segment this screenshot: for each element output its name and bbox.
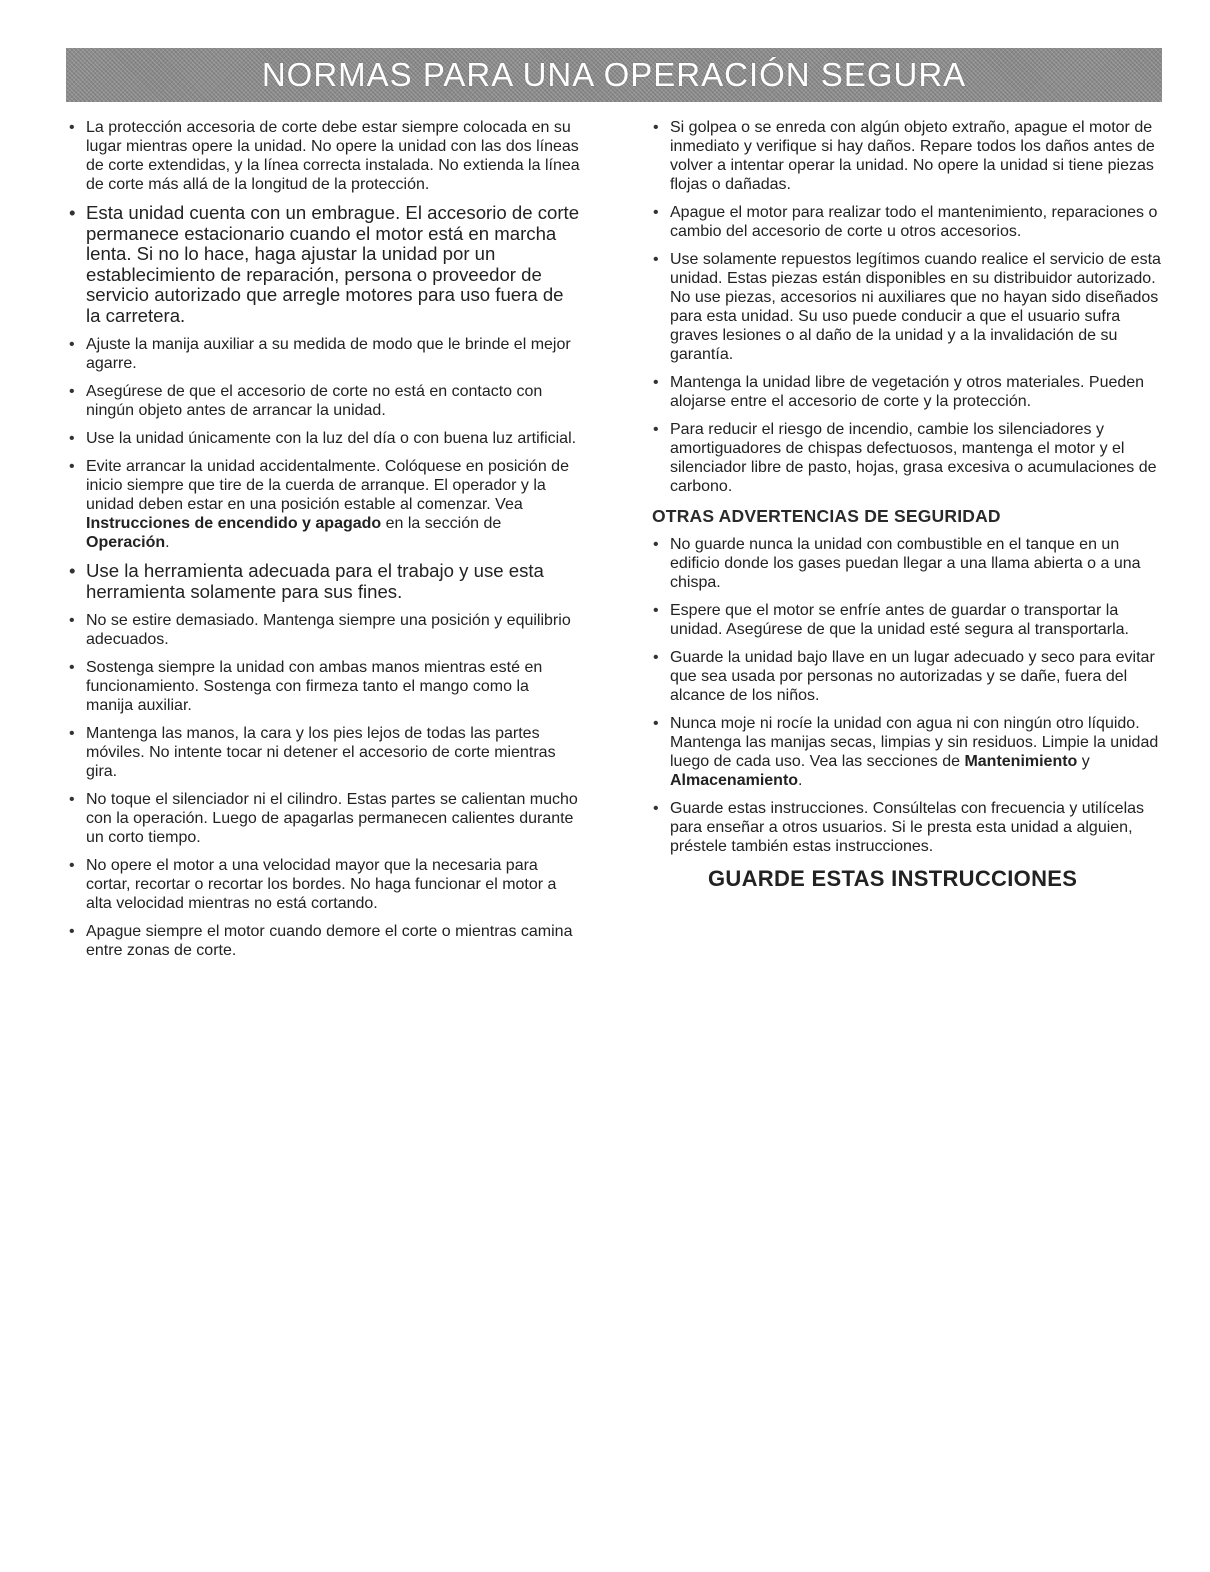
other-warnings-list bbox=[650, 535, 1162, 856]
list-item: • Espere que el motor se enfríe antes de guardar o transportar la unidad. Asegúrese de que la unidad esté segura al transportarla. bbox=[650, 601, 1162, 639]
closing-statement: GUARDE ESTAS INSTRUCCIONES bbox=[708, 866, 1078, 891]
list-item-text: . bbox=[165, 534, 170, 551]
bold-reference: Mantenimiento bbox=[964, 753, 1078, 770]
left-column bbox=[66, 118, 580, 969]
list-item: • Ajuste la manija auxiliar a su medida de modo que le brinde el mejor agarre. bbox=[66, 335, 580, 373]
list-item: • Mantenga las manos, la cara y los pies lejos de todas las partes móviles. No intente tocar ni detener el accesorio de corte mientras gira. bbox=[66, 724, 580, 781]
list-item: • Para reducir el riesgo de incendio, cambie los silenciadores y amortiguadores de chispas defectuosos, mantenga el motor y el silenciador libre de pasto, hojas, grasa excesiva o acumulaciones de carbono. bbox=[650, 420, 1162, 496]
bold-reference: Almacenamiento bbox=[670, 772, 799, 789]
list-item: • Use la herramienta adecuada para el trabajo y use esta herramienta solamente para sus fines. bbox=[66, 561, 580, 602]
list-item: • Sostenga siempre la unidad con ambas manos mientras esté en funcionamiento. Sostenga con firmeza tanto el mango como la manija auxiliar. bbox=[66, 658, 580, 715]
list-item bbox=[66, 457, 580, 552]
list-item: • Use solamente repuestos legítimos cuando realice el servicio de esta unidad. Estas piezas están disponibles en su distribuidor autorizado. No use piezas, accesorios ni auxiliares que no hayan sido diseñados para esta unidad. Su uso puede conducir a que el usuario sufra graves lesiones o al daño de la unidad y a la invalidación de su garantía. bbox=[650, 250, 1162, 364]
left-bullet-list bbox=[66, 118, 580, 960]
list-item: • Apague el motor para realizar todo el mantenimiento, reparaciones o cambio del accesorio de corte u otros accesorios. bbox=[650, 203, 1162, 241]
list-item: • Esta unidad cuenta con un embrague. El accesorio de corte permanece estacionario cuando el motor está en marcha lenta. Si no lo hace, haga ajustar la unidad por un establecimiento de reparación, persona o proveedor de servicio autorizado que arregle motores para uso fuera de la carretera. bbox=[66, 203, 580, 326]
right-bullet-list bbox=[650, 118, 1162, 496]
right-column bbox=[650, 118, 1162, 892]
list-item-text: Evite arrancar la unidad accidentalmente. Colóquese en posición de inicio siempre que tire de la cuerda de arranque. El operador y la unidad deben estar en una posición estable al comenzar. Vea bbox=[86, 458, 569, 513]
list-item-text: en la sección de bbox=[381, 515, 502, 532]
list-item: • Apague siempre el motor cuando demore el corte o mientras camina entre zonas de corte. bbox=[66, 922, 580, 960]
list-item: • La protección accesoria de corte debe estar siempre colocada en su lugar mientras opere la unidad. No opere la unidad con las dos líneas de corte extendidas, y la línea correcta instalada. No extienda la línea de corte más allá de la longitud de la protección. bbox=[66, 118, 580, 194]
list-item-text: . bbox=[798, 772, 803, 789]
page-title: NORMAS PARA UNA OPERACIÓN SEGURA bbox=[261, 56, 967, 93]
list-item-text: y bbox=[1077, 753, 1090, 770]
list-item: • Si golpea o se enreda con algún objeto extraño, apague el motor de inmediato y verifique si hay daños. Repare todos los daños antes de volver a intentar operar la unidad. No opere la unidad si tiene piezas flojas o dañadas. bbox=[650, 118, 1162, 194]
list-item: • No toque el silenciador ni el cilindro. Estas partes se calientan mucho con la operación. Luego de apagarlas permanecen calientes durante un corto tiempo. bbox=[66, 790, 580, 847]
list-item: • Guarde estas instrucciones. Consúltelas con frecuencia y utilícelas para enseñar a otros usuarios. Si le presta esta unidad a alguien, préstele también estas instrucciones. bbox=[650, 799, 1162, 856]
bold-reference: Operación bbox=[86, 534, 166, 551]
list-item: • Mantenga la unidad libre de vegetación y otros materiales. Pueden alojarse entre el accesorio de corte y la protección. bbox=[650, 373, 1162, 411]
list-item: • No guarde nunca la unidad con combustible en el tanque en un edificio donde los gases puedan llegar a una llama abierta o a una chispa. bbox=[650, 535, 1162, 592]
title-banner bbox=[66, 48, 1162, 102]
list-item-text: Nunca moje ni rocíe la unidad con agua ni con ningún otro líquido. Mantenga las manijas secas, limpias y sin residuos. Limpie la unidad luego de cada uso. Vea las secciones de bbox=[670, 715, 1159, 770]
other-warnings-heading: OTRAS ADVERTENCIAS DE SEGURIDAD bbox=[652, 506, 1001, 526]
list-item: • Use la unidad únicamente con la luz del día o con buena luz artificial. bbox=[66, 429, 580, 448]
list-item: • Asegúrese de que el accesorio de corte no está en contacto con ningún objeto antes de arrancar la unidad. bbox=[66, 382, 580, 420]
bold-reference: Instrucciones de encendido y apagado bbox=[86, 515, 382, 532]
list-item bbox=[650, 714, 1162, 790]
list-item: • Guarde la unidad bajo llave en un lugar adecuado y seco para evitar que sea usada por personas no autorizadas y se dañe, fuera del alcance de los niños. bbox=[650, 648, 1162, 705]
list-item: • No opere el motor a una velocidad mayor que la necesaria para cortar, recortar o recortar los bordes. No haga funcionar el motor a alta velocidad mientras no está cortando. bbox=[66, 856, 580, 913]
list-item: • No se estire demasiado. Mantenga siempre una posición y equilibrio adecuados. bbox=[66, 611, 580, 649]
